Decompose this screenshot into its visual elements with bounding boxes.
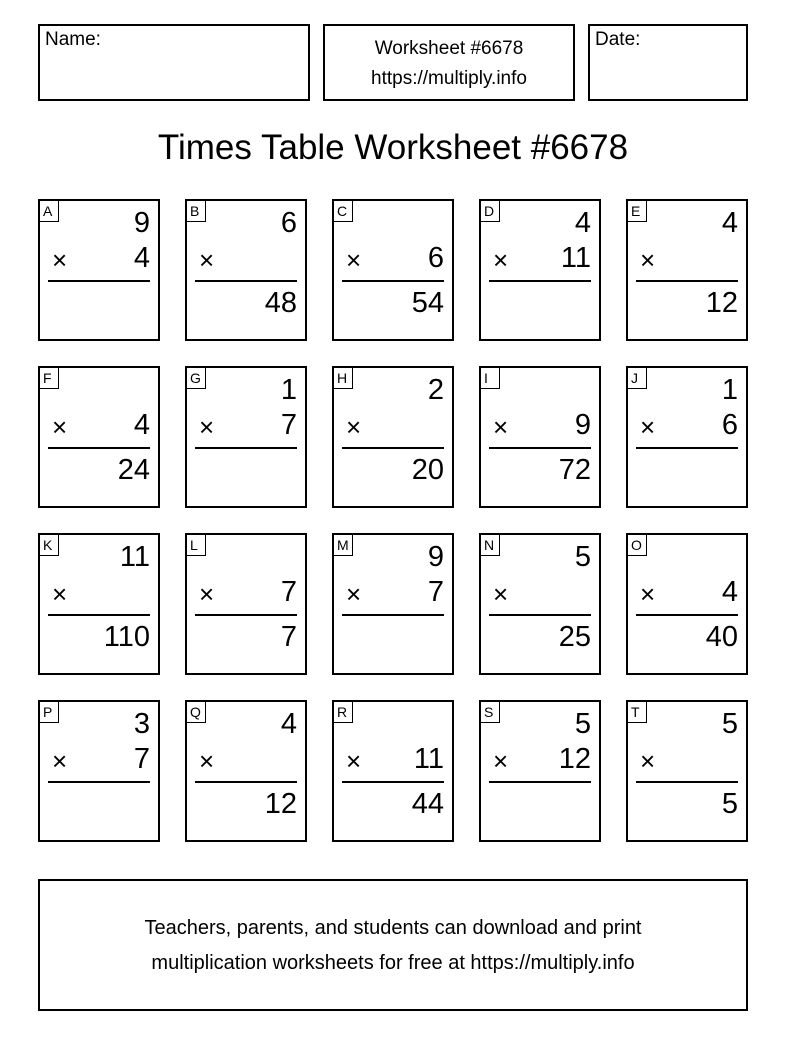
name-field-box[interactable]: [38, 24, 310, 101]
multiplicand: 4: [721, 207, 738, 239]
product: 40: [705, 621, 738, 653]
answer-rule: [489, 447, 591, 449]
problem-card: [185, 366, 307, 508]
product: 25: [558, 621, 591, 653]
times-sign: ×: [493, 245, 509, 275]
problem-card: [38, 700, 160, 842]
product: 54: [411, 287, 444, 319]
multiplicand: 1: [721, 374, 738, 406]
multiplier: 7: [133, 743, 150, 775]
problem-card: [479, 199, 601, 341]
multiplicand: 1: [280, 374, 297, 406]
times-sign: ×: [52, 412, 68, 442]
problem-card: [626, 533, 748, 675]
problem-letter: T: [627, 701, 647, 723]
times-sign: ×: [346, 245, 362, 275]
answer-rule: [636, 614, 738, 616]
product: 5: [721, 788, 738, 820]
date-field-box[interactable]: [588, 24, 748, 101]
multiplier: 7: [427, 576, 444, 608]
answer-rule: [489, 280, 591, 282]
worksheet-info-box: [323, 24, 575, 101]
product: 12: [264, 788, 297, 820]
times-sign: ×: [493, 746, 509, 776]
multiplier: 6: [721, 409, 738, 441]
answer-rule: [195, 614, 297, 616]
problem-letter: F: [39, 367, 59, 389]
answer-rule: [48, 280, 150, 282]
problem-letter: C: [333, 200, 353, 222]
worksheet-id: Worksheet #6678: [374, 38, 524, 59]
problem-card: [185, 533, 307, 675]
multiplier: 9: [574, 409, 591, 441]
product: 24: [117, 454, 150, 486]
problem-letter: Q: [186, 701, 206, 723]
times-sign: ×: [199, 412, 215, 442]
problem-card: [626, 199, 748, 341]
problem-card: [185, 199, 307, 341]
problem-letter: N: [480, 534, 500, 556]
multiplicand: 9: [427, 541, 444, 573]
problem-letter: H: [333, 367, 353, 389]
problem-letter: L: [186, 534, 206, 556]
times-sign: ×: [640, 746, 656, 776]
answer-rule: [342, 447, 444, 449]
multiplicand: 4: [280, 708, 297, 740]
multiplicand: 9: [133, 207, 150, 239]
problem-card: [626, 366, 748, 508]
problem-card: [332, 533, 454, 675]
problem-letter: G: [186, 367, 206, 389]
answer-rule: [489, 614, 591, 616]
product: 110: [103, 621, 150, 653]
product: 20: [411, 454, 444, 486]
answer-rule: [636, 781, 738, 783]
problem-card: [479, 533, 601, 675]
times-sign: ×: [52, 245, 68, 275]
multiplier: 11: [413, 743, 444, 775]
problem-letter: O: [627, 534, 647, 556]
problem-card: [479, 366, 601, 508]
product: 7: [280, 621, 297, 653]
multiplicand: 4: [574, 207, 591, 239]
times-sign: ×: [346, 746, 362, 776]
problem-letter: D: [480, 200, 500, 222]
multiplicand: 5: [574, 708, 591, 740]
problem-card: [626, 700, 748, 842]
multiplier: 4: [133, 242, 150, 274]
product: 72: [558, 454, 591, 486]
problem-letter: K: [39, 534, 59, 556]
answer-rule: [342, 781, 444, 783]
footer-line-1: Teachers, parents, and students can download and print: [144, 917, 642, 939]
problem-letter: R: [333, 701, 353, 723]
answer-rule: [195, 447, 297, 449]
times-sign: ×: [493, 412, 509, 442]
problem-card: [332, 366, 454, 508]
times-sign: ×: [346, 412, 362, 442]
name-label: Name:: [45, 29, 101, 50]
multiplier: 6: [427, 242, 444, 274]
times-sign: ×: [493, 579, 509, 609]
multiplicand: 5: [721, 708, 738, 740]
times-sign: ×: [199, 579, 215, 609]
answer-rule: [48, 447, 150, 449]
problem-letter: I: [480, 367, 500, 389]
multiplier: 4: [721, 576, 738, 608]
times-sign: ×: [640, 245, 656, 275]
multiplicand: 2: [427, 374, 444, 406]
problem-letter: B: [186, 200, 206, 222]
multiplier: 11: [560, 242, 591, 274]
problem-card: [38, 199, 160, 341]
answer-rule: [636, 280, 738, 282]
multiplier: 7: [280, 409, 297, 441]
product: 48: [264, 287, 297, 319]
times-sign: ×: [640, 579, 656, 609]
answer-rule: [489, 781, 591, 783]
page-title: Times Table Worksheet #6678: [157, 128, 629, 167]
times-sign: ×: [640, 412, 656, 442]
problem-letter: P: [39, 701, 59, 723]
problem-card: [479, 700, 601, 842]
site-url: https://multiply.info: [371, 68, 527, 89]
times-sign: ×: [52, 746, 68, 776]
answer-rule: [636, 447, 738, 449]
problem-card: [332, 199, 454, 341]
times-sign: ×: [346, 579, 362, 609]
date-label: Date:: [595, 29, 641, 50]
problem-letter: A: [39, 200, 59, 222]
multiplicand: 3: [133, 708, 150, 740]
problem-card: [332, 700, 454, 842]
multiplicand: 11: [119, 541, 150, 573]
answer-rule: [342, 280, 444, 282]
multiplier: 4: [133, 409, 150, 441]
times-sign: ×: [52, 579, 68, 609]
answer-rule: [48, 614, 150, 616]
answer-rule: [195, 280, 297, 282]
multiplicand: 6: [280, 207, 297, 239]
problem-letter: S: [480, 701, 500, 723]
times-sign: ×: [199, 746, 215, 776]
problem-card: [38, 366, 160, 508]
problem-card: [185, 700, 307, 842]
problem-card: [38, 533, 160, 675]
multiplicand: 5: [574, 541, 591, 573]
footer-line-2: multiplication worksheets for free at https://multiply.info: [151, 952, 635, 974]
problem-letter: J: [627, 367, 647, 389]
problem-letter: M: [333, 534, 353, 556]
footer-box: [38, 879, 748, 1011]
multiplier: 7: [280, 576, 297, 608]
times-sign: ×: [199, 245, 215, 275]
problem-letter: E: [627, 200, 647, 222]
answer-rule: [342, 614, 444, 616]
product: 44: [411, 788, 444, 820]
product: 12: [705, 287, 738, 319]
answer-rule: [195, 781, 297, 783]
answer-rule: [48, 781, 150, 783]
multiplier: 12: [558, 743, 591, 775]
